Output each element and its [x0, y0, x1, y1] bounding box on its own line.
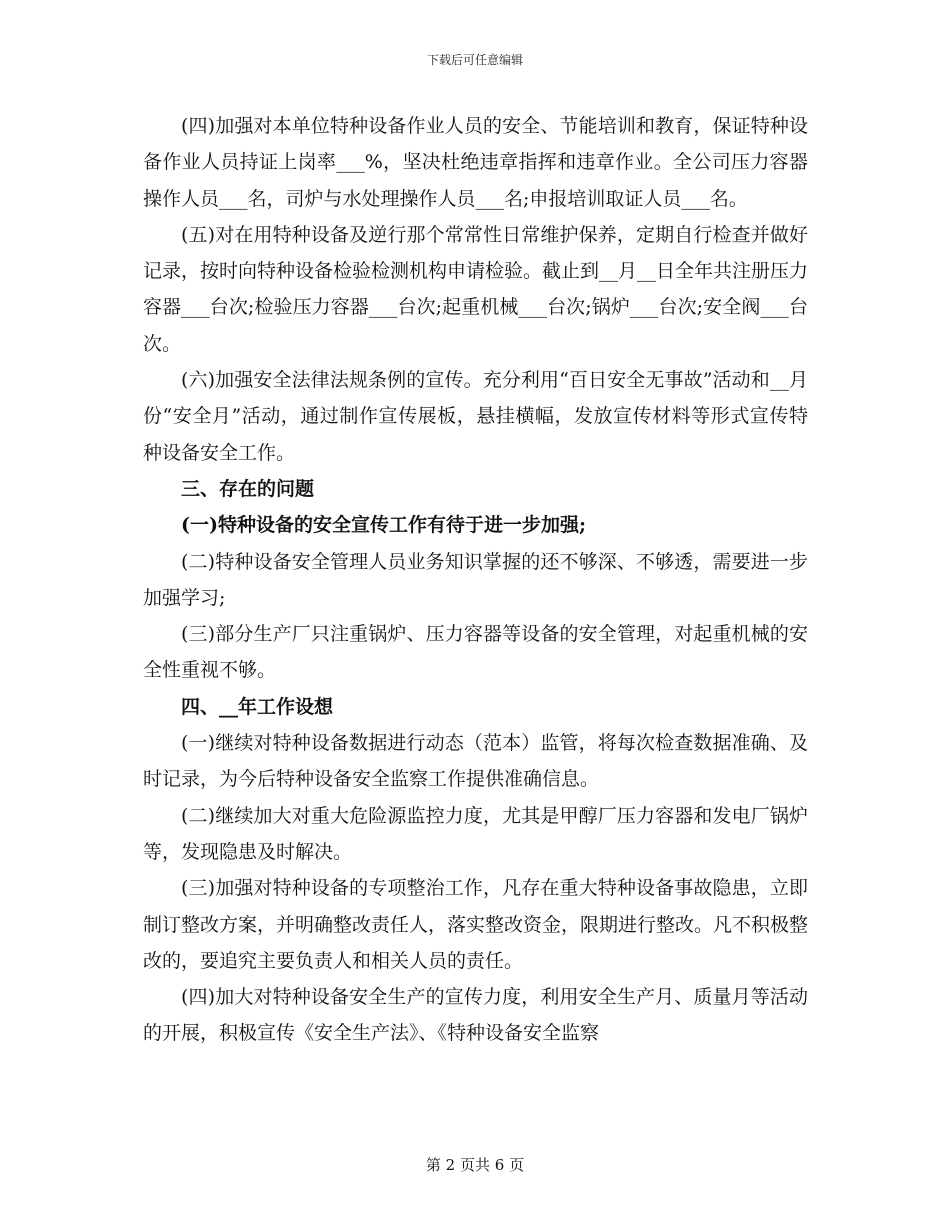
- plan-item-1: (一)继续对特种设备数据进行动态（范本）监管，将每次检查数据准确、及时记录，为今后特种设备安全监察工作提供准确信息。: [143, 732, 808, 791]
- problem-item-2: (二)特种设备安全管理人员业务知识掌握的还不够深、不够透，需要进一步加强学习;: [143, 550, 808, 609]
- problem-item-3: (三)部分生产厂只注重锅炉、压力容器等设备的安全管理，对起重机械的安全性重视不够。: [143, 623, 808, 682]
- paragraph-training: (四)加强对本单位特种设备作业人员的安全、节能培训和教育，保证特种设备作业人员持证上岗率___%，坚决杜绝违章指挥和违章作业。全公司压力容器操作人员___名，司炉与水处理操作人员___名;申报培训取证人员___名。: [143, 115, 808, 210]
- page-number-footer: 第 2 页共 6 页: [425, 1156, 525, 1174]
- paragraph-publicity: (六)加强安全法律法规条例的宣传。充分利用“百日安全无事故”活动和__月份“安全月”活动，通过制作宣传展板，悬挂横幅，发放宣传材料等形式宣传特种设备安全工作。: [143, 369, 808, 464]
- document-body: [143, 108, 808, 1052]
- page-header: 下载后可任意编辑: [426, 53, 523, 67]
- plan-item-4: (四)加大对特种设备安全生产的宣传力度，利用安全生产月、质量月等活动的开展，积极宣传《安全生产法》、《特种设备安全监察: [143, 986, 808, 1045]
- section-heading-problems: 三、存在的问题: [181, 477, 315, 500]
- plan-item-2: (二)继续加大对重大危险源监控力度，尤其是甲醇厂压力容器和发电厂锅炉等，发现隐患及时解决。: [143, 804, 808, 863]
- plan-item-3: (三)加强对特种设备的专项整治工作，凡存在重大特种设备事故隐患，立即制订整改方案，并明确整改责任人，落实整改资金，限期进行整改。凡不积极整改的，要追究主要负责人和相关人员的责任。: [143, 877, 809, 972]
- paragraph-maintenance: (五)对在用特种设备及逆行那个常常性日常维护保养，定期自行检查并做好记录，按时向特种设备检验检测机构申请检验。截止到__月__日全年共注册压力容器___台次;检验压力容器___台次;起重机械___台次;锅炉___台次;安全阀___台次。: [143, 223, 809, 355]
- section-heading-plans: 四、__年工作设想: [181, 695, 334, 718]
- problem-item-1: (一)特种设备的安全宣传工作有待于进一步加强;: [181, 514, 586, 537]
